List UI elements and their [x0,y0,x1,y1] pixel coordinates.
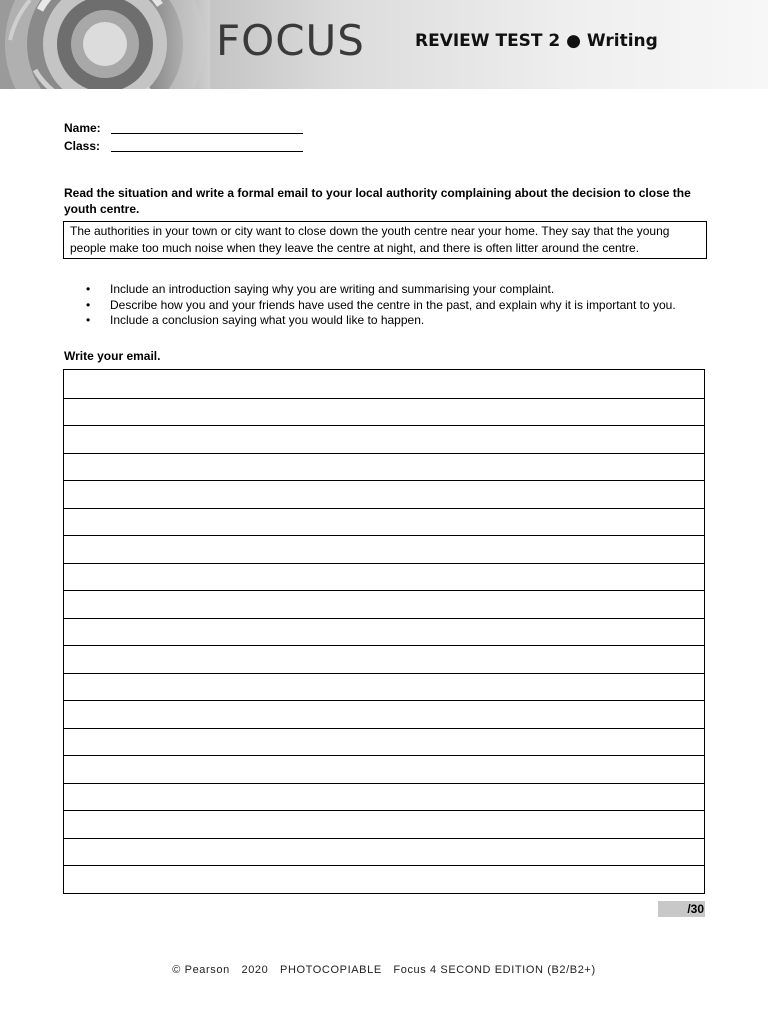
writing-line [64,783,704,784]
bullet-text: Include a conclusion saying what you would like to happen. [110,313,425,327]
writing-line [64,453,704,454]
writing-line [64,425,704,426]
writing-line [64,810,704,811]
writing-line [64,645,704,646]
bullet-icon: • [86,282,91,296]
write-label: Write your email. [64,349,161,363]
list-item [64,298,704,312]
name-label: Name: [64,121,101,135]
class-row [64,140,303,152]
copyright-text: © Pearson [172,964,230,976]
situation-box: The authorities in your town or city want to close down the youth centre near your home. They say that the young people make too much noise when they leave the centre at night, and there is often litter around the centre. [63,221,707,259]
task-bullets [64,282,704,329]
writing-line [64,618,704,619]
bullet-icon: • [86,297,91,312]
bullet-text: Include an introduction saying why you are writing and summarising your complaint. [110,282,555,296]
writing-line [64,700,704,701]
circular-lens-graphic [0,0,210,89]
class-label: Class: [64,139,101,153]
bullet-icon: • [86,313,91,327]
class-field[interactable] [111,141,303,152]
year-text: 2020 [241,964,269,976]
writing-line [64,673,704,674]
writing-line [64,508,704,509]
list-item [64,282,704,296]
writing-line [64,480,704,481]
name-field[interactable] [111,123,303,134]
writing-line [64,838,704,839]
page-title: REVIEW TEST 2 ● Writing [415,31,658,51]
writing-line [64,728,704,729]
edition-text: Focus 4 SECOND EDITION (B2/B2+) [393,964,596,976]
writing-line [64,398,704,399]
bullet-text: Describe how you and your friends have used the centre in the past, and explain why it is important to you. [110,297,676,312]
score-box: /30 [658,901,705,917]
task-instruction: Read the situation and write a formal email to your local authority complaining about the decision to close the youth centre. [64,186,691,216]
writing-line [64,590,704,591]
list-item [64,313,704,327]
photocopiable-text: PHOTOCOPIABLE [280,964,382,976]
page-header [0,0,768,89]
writing-line [64,755,704,756]
name-row [64,122,303,134]
writing-line [64,535,704,536]
page-footer [0,964,768,976]
writing-line [64,563,704,564]
email-writing-area[interactable] [63,369,705,894]
brand-logo: FOCUS [216,16,365,65]
writing-line [64,865,704,866]
